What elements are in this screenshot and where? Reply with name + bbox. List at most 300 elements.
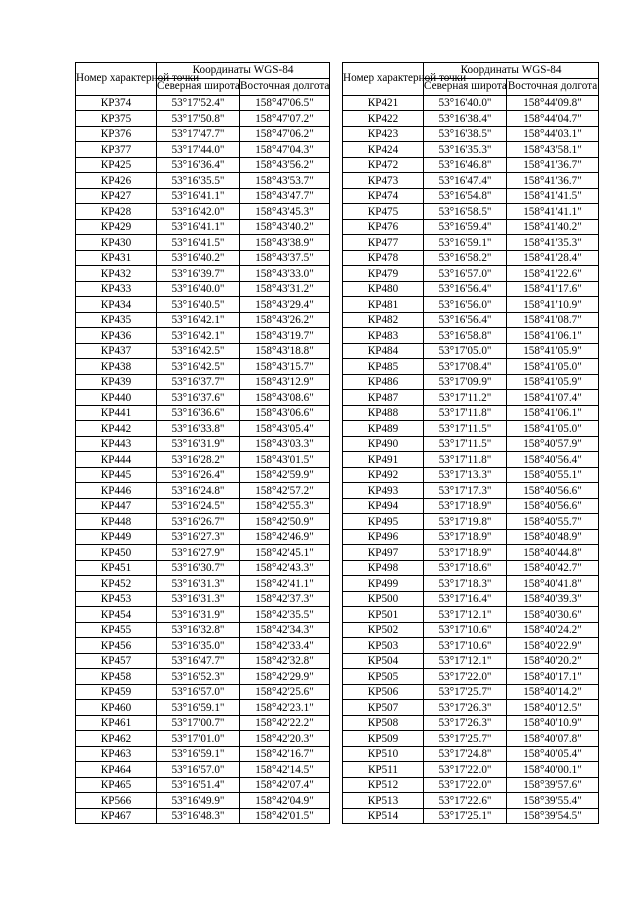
longitude-cell: 158°42'34.3" bbox=[240, 622, 330, 638]
longitude-cell: 158°44'03.1" bbox=[507, 126, 599, 142]
longitude-cell: 158°40'10.9" bbox=[507, 715, 599, 731]
longitude-cell: 158°41'36.7" bbox=[507, 157, 599, 173]
longitude-cell: 158°42'50.9" bbox=[240, 514, 330, 530]
point-number-cell: КР513 bbox=[343, 793, 424, 809]
longitude-cell: 158°43'33.0" bbox=[240, 266, 330, 282]
latitude-cell: 53°16'24.5" bbox=[157, 498, 240, 514]
longitude-cell: 158°43'26.2" bbox=[240, 312, 330, 328]
longitude-cell: 158°43'38.9" bbox=[240, 235, 330, 251]
table-row bbox=[76, 328, 330, 344]
latitude-cell: 53°16'36.4" bbox=[157, 157, 240, 173]
longitude-header: Восточная долгота bbox=[240, 79, 330, 95]
point-number-cell: КР453 bbox=[76, 591, 157, 607]
table-row bbox=[343, 204, 599, 220]
point-number-header: Номер характерной точки bbox=[343, 63, 424, 96]
point-number-cell: КР478 bbox=[343, 250, 424, 266]
table-row bbox=[76, 157, 330, 173]
table-row bbox=[343, 560, 599, 576]
latitude-cell: 53°17'26.3" bbox=[424, 715, 507, 731]
table-row bbox=[343, 328, 599, 344]
coordinates-table-body bbox=[343, 95, 599, 824]
longitude-cell: 158°43'18.8" bbox=[240, 343, 330, 359]
latitude-cell: 53°17'18.3" bbox=[424, 576, 507, 592]
longitude-cell: 158°40'55.7" bbox=[507, 514, 599, 530]
point-number-cell: КР421 bbox=[343, 95, 424, 111]
table-row bbox=[76, 560, 330, 576]
point-number-cell: КР434 bbox=[76, 297, 157, 313]
table-row bbox=[343, 173, 599, 189]
latitude-cell: 53°16'27.3" bbox=[157, 529, 240, 545]
table-row bbox=[343, 746, 599, 762]
latitude-cell: 53°16'40.5" bbox=[157, 297, 240, 313]
table-row bbox=[343, 653, 599, 669]
latitude-header: Северная широта bbox=[424, 79, 507, 95]
latitude-cell: 53°17'10.6" bbox=[424, 638, 507, 654]
table-row bbox=[76, 266, 330, 282]
longitude-cell: 158°43'01.5" bbox=[240, 452, 330, 468]
point-number-cell: КР487 bbox=[343, 390, 424, 406]
table-row bbox=[343, 715, 599, 731]
longitude-cell: 158°41'40.2" bbox=[507, 219, 599, 235]
point-number-cell: КР496 bbox=[343, 529, 424, 545]
point-number-cell: КР480 bbox=[343, 281, 424, 297]
point-number-cell: КР566 bbox=[76, 793, 157, 809]
point-number-cell: КР438 bbox=[76, 359, 157, 375]
longitude-cell: 158°42'32.8" bbox=[240, 653, 330, 669]
longitude-cell: 158°40'30.6" bbox=[507, 607, 599, 623]
point-number-cell: КР479 bbox=[343, 266, 424, 282]
longitude-cell: 158°42'22.2" bbox=[240, 715, 330, 731]
latitude-cell: 53°16'57.0" bbox=[157, 684, 240, 700]
point-number-cell: КР435 bbox=[76, 312, 157, 328]
table-row bbox=[343, 235, 599, 251]
point-number-cell: КР374 bbox=[76, 95, 157, 111]
longitude-cell: 158°42'01.5" bbox=[240, 808, 330, 824]
latitude-cell: 53°16'48.3" bbox=[157, 808, 240, 824]
longitude-cell: 158°40'14.2" bbox=[507, 684, 599, 700]
table-row bbox=[76, 808, 330, 824]
point-number-cell: КР508 bbox=[343, 715, 424, 731]
latitude-cell: 53°16'56.4" bbox=[424, 312, 507, 328]
point-number-cell: КР499 bbox=[343, 576, 424, 592]
longitude-cell: 158°41'05.0" bbox=[507, 421, 599, 437]
point-number-cell: КР436 bbox=[76, 328, 157, 344]
coordinates-system-header: Координаты WGS-84 bbox=[157, 63, 330, 79]
table-row bbox=[76, 483, 330, 499]
longitude-cell: 158°42'33.4" bbox=[240, 638, 330, 654]
longitude-cell: 158°43'37.5" bbox=[240, 250, 330, 266]
latitude-cell: 53°16'59.1" bbox=[157, 746, 240, 762]
longitude-cell: 158°41'28.4" bbox=[507, 250, 599, 266]
latitude-cell: 53°16'54.8" bbox=[424, 188, 507, 204]
table-row bbox=[76, 188, 330, 204]
point-number-cell: КР514 bbox=[343, 808, 424, 824]
latitude-cell: 53°17'52.4" bbox=[157, 95, 240, 111]
latitude-cell: 53°17'22.0" bbox=[424, 777, 507, 793]
latitude-cell: 53°16'37.7" bbox=[157, 374, 240, 390]
longitude-cell: 158°42'14.5" bbox=[240, 762, 330, 778]
point-number-cell: КР457 bbox=[76, 653, 157, 669]
latitude-cell: 53°17'08.4" bbox=[424, 359, 507, 375]
point-number-cell: КР467 bbox=[76, 808, 157, 824]
point-number-cell: КР476 bbox=[343, 219, 424, 235]
table-row bbox=[343, 405, 599, 421]
point-number-cell: КР500 bbox=[343, 591, 424, 607]
latitude-cell: 53°16'35.0" bbox=[157, 638, 240, 654]
point-number-cell: КР456 bbox=[76, 638, 157, 654]
table-row bbox=[76, 235, 330, 251]
latitude-cell: 53°17'12.1" bbox=[424, 653, 507, 669]
longitude-cell: 158°41'06.1" bbox=[507, 328, 599, 344]
latitude-cell: 53°16'33.8" bbox=[157, 421, 240, 437]
table-row bbox=[343, 793, 599, 809]
longitude-cell: 158°43'12.9" bbox=[240, 374, 330, 390]
point-number-cell: КР459 bbox=[76, 684, 157, 700]
table-row bbox=[343, 343, 599, 359]
table-row bbox=[76, 111, 330, 127]
point-number-cell: КР485 bbox=[343, 359, 424, 375]
latitude-cell: 53°16'42.5" bbox=[157, 359, 240, 375]
table-row bbox=[76, 173, 330, 189]
point-number-cell: КР493 bbox=[343, 483, 424, 499]
latitude-cell: 53°17'11.5" bbox=[424, 436, 507, 452]
point-number-cell: КР488 bbox=[343, 405, 424, 421]
table-row bbox=[76, 653, 330, 669]
latitude-cell: 53°16'56.0" bbox=[424, 297, 507, 313]
table-row bbox=[343, 390, 599, 406]
point-number-cell: КР446 bbox=[76, 483, 157, 499]
point-number-cell: КР507 bbox=[343, 700, 424, 716]
point-number-cell: КР511 bbox=[343, 762, 424, 778]
longitude-cell: 158°42'04.9" bbox=[240, 793, 330, 809]
point-number-cell: КР428 bbox=[76, 204, 157, 220]
longitude-cell: 158°47'07.2" bbox=[240, 111, 330, 127]
point-number-cell: КР423 bbox=[343, 126, 424, 142]
longitude-cell: 158°42'07.4" bbox=[240, 777, 330, 793]
table-row bbox=[76, 467, 330, 483]
latitude-cell: 53°17'16.4" bbox=[424, 591, 507, 607]
table-row bbox=[76, 297, 330, 313]
longitude-cell: 158°42'29.9" bbox=[240, 669, 330, 685]
table-row bbox=[76, 374, 330, 390]
longitude-cell: 158°41'05.0" bbox=[507, 359, 599, 375]
longitude-cell: 158°42'59.9" bbox=[240, 467, 330, 483]
table-row bbox=[76, 498, 330, 514]
latitude-cell: 53°16'24.8" bbox=[157, 483, 240, 499]
longitude-cell: 158°40'00.1" bbox=[507, 762, 599, 778]
longitude-cell: 158°41'05.9" bbox=[507, 343, 599, 359]
latitude-cell: 53°16'41.5" bbox=[157, 235, 240, 251]
longitude-cell: 158°39'55.4" bbox=[507, 793, 599, 809]
point-number-cell: КР450 bbox=[76, 545, 157, 561]
point-number-cell: КР489 bbox=[343, 421, 424, 437]
longitude-cell: 158°40'17.1" bbox=[507, 669, 599, 685]
table-row bbox=[343, 421, 599, 437]
longitude-cell: 158°43'05.4" bbox=[240, 421, 330, 437]
point-number-cell: КР477 bbox=[343, 235, 424, 251]
point-number-cell: КР433 bbox=[76, 281, 157, 297]
point-number-cell: КР486 bbox=[343, 374, 424, 390]
longitude-cell: 158°40'56.4" bbox=[507, 452, 599, 468]
latitude-cell: 53°16'38.4" bbox=[424, 111, 507, 127]
point-number-cell: КР444 bbox=[76, 452, 157, 468]
longitude-cell: 158°40'42.7" bbox=[507, 560, 599, 576]
latitude-cell: 53°16'52.3" bbox=[157, 669, 240, 685]
longitude-cell: 158°41'22.6" bbox=[507, 266, 599, 282]
longitude-cell: 158°40'07.8" bbox=[507, 731, 599, 747]
point-number-cell: КР462 bbox=[76, 731, 157, 747]
point-number-cell: КР490 bbox=[343, 436, 424, 452]
point-number-cell: КР442 bbox=[76, 421, 157, 437]
table-row bbox=[76, 312, 330, 328]
longitude-cell: 158°43'47.7" bbox=[240, 188, 330, 204]
latitude-cell: 53°17'05.0" bbox=[424, 343, 507, 359]
latitude-cell: 53°16'26.4" bbox=[157, 467, 240, 483]
point-number-cell: КР375 bbox=[76, 111, 157, 127]
point-number-cell: КР497 bbox=[343, 545, 424, 561]
latitude-cell: 53°17'10.6" bbox=[424, 622, 507, 638]
point-number-cell: КР505 bbox=[343, 669, 424, 685]
longitude-cell: 158°40'55.1" bbox=[507, 467, 599, 483]
point-number-cell: КР425 bbox=[76, 157, 157, 173]
table-row bbox=[76, 762, 330, 778]
table-row bbox=[76, 343, 330, 359]
coordinates-table-body bbox=[76, 95, 330, 824]
longitude-cell: 158°40'12.5" bbox=[507, 700, 599, 716]
table-row bbox=[343, 297, 599, 313]
point-number-header: Номер характерной точки bbox=[76, 63, 157, 96]
latitude-cell: 53°17'50.8" bbox=[157, 111, 240, 127]
longitude-cell: 158°42'41.1" bbox=[240, 576, 330, 592]
point-number-cell: КР377 bbox=[76, 142, 157, 158]
latitude-cell: 53°16'40.0" bbox=[157, 281, 240, 297]
latitude-cell: 53°16'42.1" bbox=[157, 328, 240, 344]
latitude-cell: 53°16'58.2" bbox=[424, 250, 507, 266]
latitude-cell: 53°17'00.7" bbox=[157, 715, 240, 731]
longitude-cell: 158°44'04.7" bbox=[507, 111, 599, 127]
table-row bbox=[76, 359, 330, 375]
longitude-cell: 158°43'29.4" bbox=[240, 297, 330, 313]
table-row bbox=[76, 514, 330, 530]
table-row bbox=[76, 421, 330, 437]
point-number-cell: КР482 bbox=[343, 312, 424, 328]
point-number-cell: КР501 bbox=[343, 607, 424, 623]
latitude-cell: 53°16'57.0" bbox=[157, 762, 240, 778]
point-number-cell: КР472 bbox=[343, 157, 424, 173]
table-row bbox=[343, 111, 599, 127]
point-number-cell: КР426 bbox=[76, 173, 157, 189]
latitude-cell: 53°16'26.7" bbox=[157, 514, 240, 530]
longitude-cell: 158°40'39.3" bbox=[507, 591, 599, 607]
longitude-cell: 158°42'57.2" bbox=[240, 483, 330, 499]
latitude-cell: 53°16'47.7" bbox=[157, 653, 240, 669]
point-number-cell: КР429 bbox=[76, 219, 157, 235]
latitude-cell: 53°17'18.9" bbox=[424, 545, 507, 561]
point-number-cell: КР422 bbox=[343, 111, 424, 127]
latitude-cell: 53°16'58.5" bbox=[424, 204, 507, 220]
table-row bbox=[76, 777, 330, 793]
table-row bbox=[76, 126, 330, 142]
table-row bbox=[76, 250, 330, 266]
point-number-cell: КР441 bbox=[76, 405, 157, 421]
latitude-cell: 53°17'18.6" bbox=[424, 560, 507, 576]
longitude-cell: 158°43'08.6" bbox=[240, 390, 330, 406]
latitude-cell: 53°16'41.1" bbox=[157, 219, 240, 235]
longitude-cell: 158°42'37.3" bbox=[240, 591, 330, 607]
table-row bbox=[76, 684, 330, 700]
latitude-cell: 53°17'26.3" bbox=[424, 700, 507, 716]
latitude-cell: 53°16'58.8" bbox=[424, 328, 507, 344]
table-row bbox=[343, 436, 599, 452]
table-row bbox=[76, 746, 330, 762]
point-number-cell: КР502 bbox=[343, 622, 424, 638]
longitude-cell: 158°42'55.3" bbox=[240, 498, 330, 514]
latitude-cell: 53°17'12.1" bbox=[424, 607, 507, 623]
latitude-cell: 53°16'41.1" bbox=[157, 188, 240, 204]
table-row bbox=[343, 374, 599, 390]
latitude-cell: 53°17'22.0" bbox=[424, 669, 507, 685]
table-row bbox=[343, 157, 599, 173]
latitude-cell: 53°16'35.3" bbox=[424, 142, 507, 158]
table-row bbox=[343, 607, 599, 623]
point-number-cell: КР465 bbox=[76, 777, 157, 793]
longitude-cell: 158°40'56.6" bbox=[507, 483, 599, 499]
latitude-cell: 53°16'42.1" bbox=[157, 312, 240, 328]
table-row bbox=[343, 281, 599, 297]
longitude-header: Восточная долгота bbox=[507, 79, 599, 95]
table-row bbox=[76, 436, 330, 452]
point-number-cell: КР463 bbox=[76, 746, 157, 762]
table-row bbox=[76, 95, 330, 111]
point-number-cell: КР447 bbox=[76, 498, 157, 514]
longitude-cell: 158°43'19.7" bbox=[240, 328, 330, 344]
latitude-cell: 53°16'27.9" bbox=[157, 545, 240, 561]
table-row bbox=[343, 700, 599, 716]
point-number-cell: КР451 bbox=[76, 560, 157, 576]
latitude-cell: 53°17'25.1" bbox=[424, 808, 507, 824]
table-row bbox=[343, 498, 599, 514]
longitude-cell: 158°41'41.5" bbox=[507, 188, 599, 204]
table-row bbox=[343, 669, 599, 685]
point-number-cell: КР475 bbox=[343, 204, 424, 220]
table-row bbox=[343, 266, 599, 282]
table-row bbox=[76, 607, 330, 623]
point-number-cell: КР491 bbox=[343, 452, 424, 468]
longitude-cell: 158°42'20.3" bbox=[240, 731, 330, 747]
table-row bbox=[343, 467, 599, 483]
latitude-cell: 53°17'01.0" bbox=[157, 731, 240, 747]
longitude-cell: 158°39'57.6" bbox=[507, 777, 599, 793]
point-number-cell: КР431 bbox=[76, 250, 157, 266]
longitude-cell: 158°41'41.1" bbox=[507, 204, 599, 220]
point-number-cell: КР510 bbox=[343, 746, 424, 762]
table-row bbox=[343, 250, 599, 266]
coordinates-table-left bbox=[75, 62, 330, 824]
latitude-cell: 53°17'11.8" bbox=[424, 405, 507, 421]
latitude-cell: 53°16'57.0" bbox=[424, 266, 507, 282]
point-number-cell: КР464 bbox=[76, 762, 157, 778]
longitude-cell: 158°42'25.6" bbox=[240, 684, 330, 700]
latitude-cell: 53°17'25.7" bbox=[424, 731, 507, 747]
point-number-cell: КР509 bbox=[343, 731, 424, 747]
longitude-cell: 158°41'06.1" bbox=[507, 405, 599, 421]
latitude-cell: 53°16'46.8" bbox=[424, 157, 507, 173]
coordinates-table-right bbox=[342, 62, 599, 824]
longitude-cell: 158°47'06.5" bbox=[240, 95, 330, 111]
latitude-cell: 53°16'38.5" bbox=[424, 126, 507, 142]
latitude-cell: 53°16'49.9" bbox=[157, 793, 240, 809]
coordinates-system-header: Координаты WGS-84 bbox=[424, 63, 599, 79]
latitude-cell: 53°16'40.2" bbox=[157, 250, 240, 266]
longitude-cell: 158°43'06.6" bbox=[240, 405, 330, 421]
point-number-cell: КР439 bbox=[76, 374, 157, 390]
point-number-cell: КР503 bbox=[343, 638, 424, 654]
longitude-cell: 158°42'46.9" bbox=[240, 529, 330, 545]
table-row bbox=[343, 188, 599, 204]
table-row bbox=[76, 591, 330, 607]
longitude-cell: 158°44'09.8" bbox=[507, 95, 599, 111]
longitude-cell: 158°43'45.3" bbox=[240, 204, 330, 220]
longitude-cell: 158°39'54.5" bbox=[507, 808, 599, 824]
longitude-cell: 158°43'58.1" bbox=[507, 142, 599, 158]
table-row bbox=[343, 545, 599, 561]
latitude-cell: 53°16'42.5" bbox=[157, 343, 240, 359]
latitude-cell: 53°17'24.8" bbox=[424, 746, 507, 762]
latitude-cell: 53°17'47.7" bbox=[157, 126, 240, 142]
table-row bbox=[76, 715, 330, 731]
longitude-cell: 158°40'48.9" bbox=[507, 529, 599, 545]
table-row bbox=[343, 684, 599, 700]
latitude-cell: 53°17'09.9" bbox=[424, 374, 507, 390]
table-row bbox=[76, 622, 330, 638]
table-row bbox=[343, 529, 599, 545]
latitude-cell: 53°16'47.4" bbox=[424, 173, 507, 189]
longitude-cell: 158°43'40.2" bbox=[240, 219, 330, 235]
table-row bbox=[343, 312, 599, 328]
table-row bbox=[343, 762, 599, 778]
table-row bbox=[76, 638, 330, 654]
table-row bbox=[76, 390, 330, 406]
longitude-cell: 158°43'31.2" bbox=[240, 281, 330, 297]
longitude-cell: 158°40'05.4" bbox=[507, 746, 599, 762]
latitude-cell: 53°17'19.8" bbox=[424, 514, 507, 530]
longitude-cell: 158°41'17.6" bbox=[507, 281, 599, 297]
table-row bbox=[76, 405, 330, 421]
longitude-cell: 158°41'10.9" bbox=[507, 297, 599, 313]
point-number-cell: КР437 bbox=[76, 343, 157, 359]
table-row bbox=[343, 591, 599, 607]
point-number-cell: КР512 bbox=[343, 777, 424, 793]
point-number-cell: КР455 bbox=[76, 622, 157, 638]
longitude-cell: 158°40'57.9" bbox=[507, 436, 599, 452]
latitude-cell: 53°17'22.6" bbox=[424, 793, 507, 809]
table-row bbox=[76, 669, 330, 685]
table-row bbox=[343, 219, 599, 235]
latitude-cell: 53°16'35.5" bbox=[157, 173, 240, 189]
longitude-cell: 158°41'08.7" bbox=[507, 312, 599, 328]
latitude-cell: 53°16'31.3" bbox=[157, 591, 240, 607]
longitude-cell: 158°43'53.7" bbox=[240, 173, 330, 189]
point-number-cell: КР448 bbox=[76, 514, 157, 530]
point-number-cell: КР461 bbox=[76, 715, 157, 731]
table-row bbox=[76, 529, 330, 545]
latitude-cell: 53°16'28.2" bbox=[157, 452, 240, 468]
point-number-cell: КР424 bbox=[343, 142, 424, 158]
longitude-cell: 158°40'22.9" bbox=[507, 638, 599, 654]
table-row bbox=[343, 514, 599, 530]
latitude-cell: 53°16'40.0" bbox=[424, 95, 507, 111]
latitude-cell: 53°16'32.8" bbox=[157, 622, 240, 638]
